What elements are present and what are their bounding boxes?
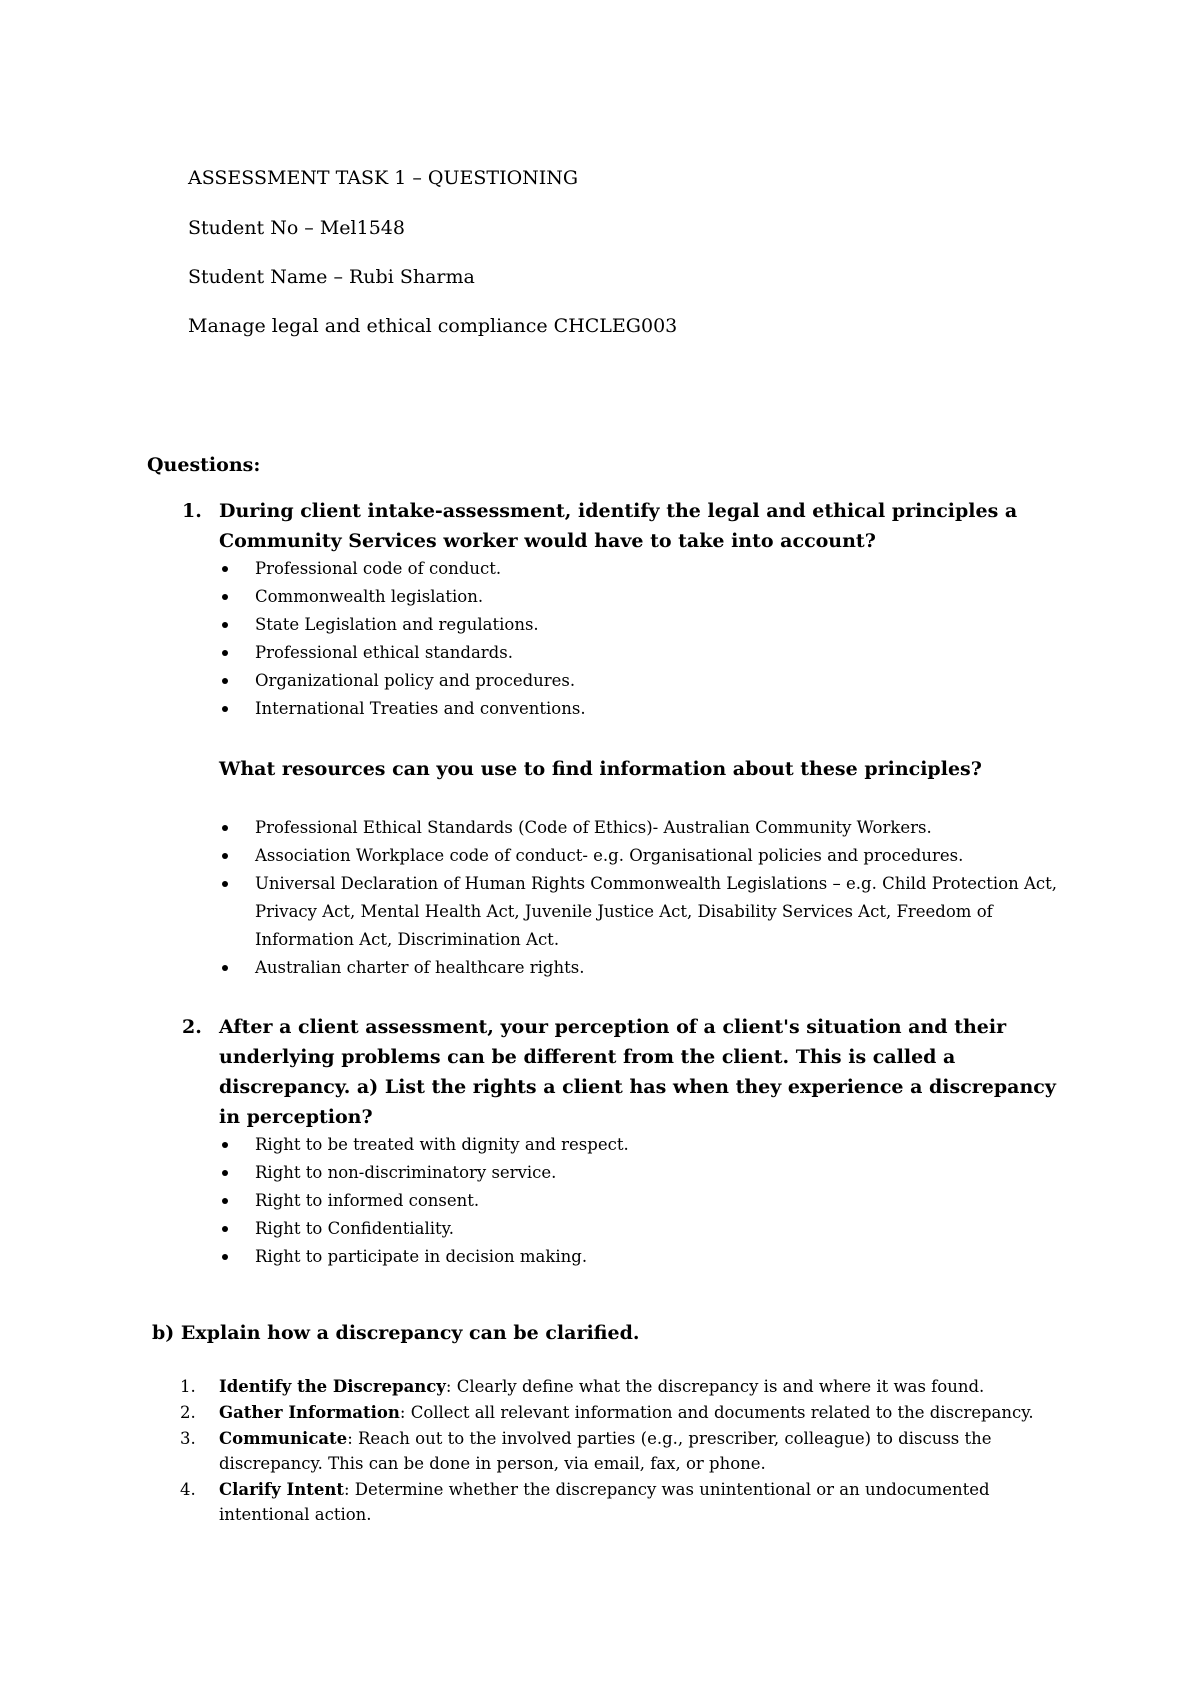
assessment-title: ASSESSMENT TASK 1 – QUESTIONING [188,167,579,189]
list-item [180,1426,1060,1476]
question-1-text: During client intake-assessment, identify the legal and ethical principles a Community Services worker would have to take into account? [219,500,1018,552]
list-item: State Legislation and regulations. [219,611,1039,639]
question-1-resources-list [219,814,1059,982]
step-description: : Determine whether the discrepancy was unintentional or an undocumented intentional action. [219,1480,990,1524]
question-2-number: 2. [182,1016,202,1038]
question-2-part-b: b) Explain how a discrepancy can be clarified. [152,1322,640,1344]
list-item: Right to non-discriminatory service. [219,1159,1039,1187]
list-item: Right to Confidentiality. [219,1215,1039,1243]
list-item: Right to informed consent. [219,1187,1039,1215]
question-2-text: After a client assessment, your perception of a client's situation and their underlying problems can be different from the client. This is called a discrepancy. a) List the rights a client has when they experience a discrepancy in perception? [219,1016,1056,1128]
student-name: Student Name – Rubi Sharma [188,266,475,288]
list-item: International Treaties and conventions. [219,695,1039,723]
list-item: Organizational policy and procedures. [219,667,1039,695]
step-description: : Collect all relevant information and documents related to the discrepancy. [399,1403,1034,1422]
unit-title: Manage legal and ethical compliance CHCLEG003 [188,315,678,337]
step-number: 4. [180,1480,196,1499]
step-number: 1. [180,1377,196,1396]
step-number: 3. [180,1429,196,1448]
question-1-sub-question: What resources can you use to find information about these principles? [219,758,982,780]
step-number: 2. [180,1403,196,1422]
list-item: Universal Declaration of Human Rights Commonwealth Legislations – e.g. Child Protection Act, Privacy Act, Mental Health Act, Juvenile Justice Act, Disability Services Act, Freedom of Information Act, Discrimination Act. [219,870,1059,954]
clarification-steps-list [180,1374,1060,1528]
step-term: Identify the Discrepancy [219,1377,446,1396]
list-item [180,1374,1060,1399]
student-number: Student No – Mel1548 [188,217,405,239]
list-item: Commonwealth legislation. [219,583,1039,611]
list-item: Right to participate in decision making. [219,1243,1039,1271]
step-description: : Reach out to the involved parties (e.g., prescriber, colleague) to discuss the discrepancy. This can be done in person, via email, fax, or phone. [219,1429,992,1473]
list-item [180,1400,1060,1425]
list-item: Association Workplace code of conduct- e.g. Organisational policies and procedures. [219,842,1059,870]
question-1-answer-list [219,555,1039,723]
step-description: : Clearly define what the discrepancy is and where it was found. [445,1377,985,1396]
questions-heading: Questions: [147,454,261,476]
question-1-number: 1. [182,500,202,522]
list-item: Professional code of conduct. [219,555,1039,583]
list-item [180,1477,1060,1527]
list-item: Right to be treated with dignity and respect. [219,1131,1039,1159]
step-term: Gather Information [219,1403,400,1422]
list-item: Professional Ethical Standards (Code of Ethics)- Australian Community Workers. [219,814,1059,842]
step-term: Communicate [219,1429,348,1448]
list-item: Australian charter of healthcare rights. [219,954,1059,982]
list-item: Professional ethical standards. [219,639,1039,667]
question-2-rights-list [219,1131,1039,1271]
step-term: Clarify Intent [219,1480,344,1499]
